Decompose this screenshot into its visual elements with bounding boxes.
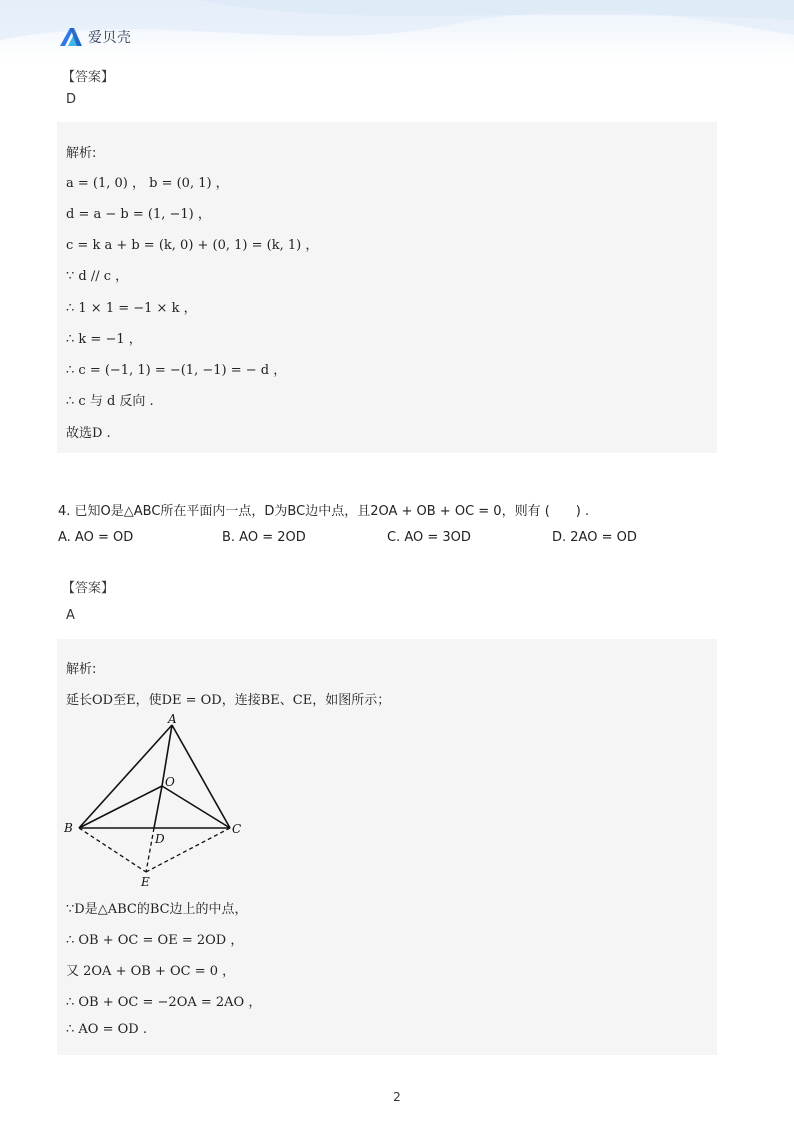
analysis-line: a = (1, 0) ， b = (0, 1) ， <box>66 176 229 191</box>
segment-be <box>79 828 146 872</box>
brand-logo <box>58 26 132 48</box>
question-stem: 4. 已知O是△ABC所在平面内一点，D为BC边中点，且2OA + OB + OC = 0，则有 ( ) . <box>58 504 590 519</box>
label-a: A <box>168 712 177 726</box>
answer-label: 【答案】 <box>62 70 115 85</box>
analysis-line: ∴ c = (−1, 1) = −(1, −1) = − d ， <box>66 363 287 378</box>
analysis-line: ∴ OB + OC = OE = 2OD ， <box>66 933 244 948</box>
segment-co <box>162 786 230 828</box>
label-d: D <box>155 832 165 846</box>
analysis-line: ∴ k = −1 ， <box>66 332 142 347</box>
analysis-line: 故选D . <box>66 426 111 441</box>
analysis-intro: 延长OD至E，使DE = OD，连接BE、CE，如图所示； <box>66 693 391 708</box>
label-o: O <box>165 775 175 789</box>
answer-label: 【答案】 <box>62 581 115 596</box>
option-c: C. AO = 3OD <box>387 530 471 545</box>
analysis-line: c = k a + b = (k, 0) + (0, 1) = (k, 1) ， <box>66 238 319 253</box>
segment-od <box>154 786 162 828</box>
option-d: D. 2AO = OD <box>552 530 637 545</box>
analysis-line: d = a − b = (1, −1) ， <box>66 207 211 222</box>
page-number: 2 <box>393 1090 401 1104</box>
brand-logo-icon <box>58 26 84 48</box>
geometry-figure <box>62 710 252 890</box>
brand-name: 爱贝壳 <box>88 30 132 46</box>
analysis-label: 解析: <box>66 662 97 677</box>
analysis-line: ∴ OB + OC = −2OA = 2AO ， <box>66 995 262 1010</box>
analysis-line: 又 2OA + OB + OC = 0 ， <box>66 964 236 979</box>
option-b: B. AO = 2OD <box>222 530 306 545</box>
analysis-line: ∴ 1 × 1 = −1 × k ， <box>66 301 197 316</box>
option-a: A. AO = OD <box>58 530 134 545</box>
label-e: E <box>141 875 150 889</box>
edge-ab <box>79 725 172 828</box>
analysis-label: 解析: <box>66 146 97 161</box>
label-c: C <box>232 822 242 836</box>
analysis-line: ∵ d // c ， <box>66 269 129 284</box>
analysis-line: ∵D是△ABC的BC边上的中点， <box>66 902 248 917</box>
label-b: B <box>64 821 73 835</box>
segment-bo <box>79 786 162 828</box>
answer-value: D <box>66 92 77 107</box>
analysis-line: ∴ c 与 d 反向 . <box>66 394 154 409</box>
analysis-line: ∴ AO = OD . <box>66 1022 147 1037</box>
segment-de <box>146 828 154 872</box>
answer-value: A <box>66 608 75 623</box>
edge-ac <box>172 725 230 828</box>
